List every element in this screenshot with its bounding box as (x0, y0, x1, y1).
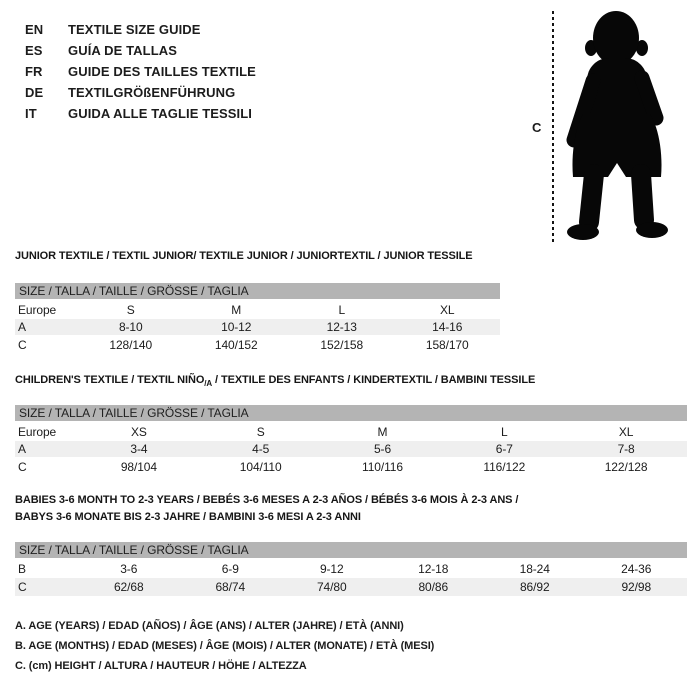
table-cell: 152/158 (320, 337, 364, 352)
row-label: A (18, 320, 26, 334)
table-cell: 68/74 (215, 580, 246, 594)
language-row (25, 61, 256, 82)
table-cell: M (377, 425, 388, 439)
table-cell: 12-18 (418, 562, 449, 576)
babies-section-title-line1: BABIES 3-6 MONTH TO 2-3 YEARS / BEBÉS 3-6 MESES A 2-3 AÑOS / BÉBÉS 3-6 MOIS À 2-3 ANS / (15, 494, 519, 506)
language-row (25, 19, 256, 40)
title-subscript: /A (204, 379, 213, 389)
table-cell: 4-5 (252, 442, 270, 456)
language-code: DE (25, 85, 44, 100)
language-title-list (25, 19, 256, 124)
table-cell: 7-8 (617, 442, 635, 456)
table-row-age (15, 319, 500, 335)
table-cell: 74/80 (316, 580, 347, 594)
measure-c-label: C (532, 120, 542, 135)
table-row-age (15, 441, 687, 457)
row-label: B (18, 562, 26, 576)
language-label: TEXTILE SIZE GUIDE (68, 22, 201, 37)
row-label: A (18, 442, 26, 456)
height-measure-dotted-line (552, 11, 554, 243)
table-row-height (15, 578, 687, 596)
table-cell: 24-36 (621, 562, 652, 576)
language-row (25, 103, 256, 124)
table-cell: 92/98 (621, 580, 652, 594)
row-label: C (18, 580, 27, 594)
size-header-band: SIZE / TALLA / TAILLE / GRÖSSE / TAGLIA (15, 542, 687, 558)
table-cell: 104/110 (239, 459, 282, 474)
table-cell: 110/116 (362, 459, 403, 474)
table-cell: L (501, 425, 508, 439)
junior-size-table (15, 283, 500, 354)
row-label: C (18, 337, 27, 352)
row-label: Europe (18, 425, 57, 439)
table-cell: 140/152 (214, 337, 258, 352)
table-cell: S (256, 425, 265, 439)
size-header-band: SIZE / TALLA / TAILLE / GRÖSSE / TAGLIA (15, 405, 687, 421)
table-cell: 18-24 (519, 562, 550, 576)
table-cell: 122/128 (604, 459, 648, 474)
babies-size-table (15, 542, 687, 596)
language-label: GUIDA ALLE TAGLIE TESSILI (68, 106, 253, 121)
language-label: TEXTILGRÖßENFÜHRUNG (68, 85, 236, 100)
row-label: Europe (18, 303, 57, 317)
language-code: ES (25, 43, 43, 58)
table-cell: S (126, 303, 135, 317)
babies-section-title-line2: BABYS 3-6 MONATE BIS 2-3 JAHRE / BAMBINI 3-6 MESI A 2-3 ANNI (15, 511, 361, 523)
row-label: C (18, 459, 27, 474)
table-cell: 9-12 (319, 562, 344, 576)
language-code: IT (25, 106, 37, 121)
table-row-height (15, 457, 687, 476)
table-cell: XL (440, 303, 455, 317)
language-code: EN (25, 22, 44, 37)
baby-silhouette-icon (557, 6, 681, 246)
table-cell: 6-9 (221, 562, 239, 576)
language-row (25, 82, 256, 103)
table-cell: 5-6 (373, 442, 392, 456)
junior-section-title: JUNIOR TEXTILE / TEXTIL JUNIOR/ TEXTILE JUNIOR / JUNIORTEXTIL / JUNIOR TESSILE (15, 250, 473, 262)
table-cell: 116/122 (483, 459, 526, 474)
size-header-band: SIZE / TALLA / TAILLE / GRÖSSE / TAGLIA (15, 283, 500, 299)
table-cell: 86/92 (519, 580, 550, 594)
language-label: GUÍA DE TALLAS (68, 43, 178, 58)
footnote-c: C. (cm) HEIGHT / ALTURA / HAUTEUR / HÖHE / ALTEZZA (15, 660, 307, 672)
childrens-section-title (15, 374, 535, 388)
footnote-b: B. AGE (MONTHS) / EDAD (MESES) / ÂGE (MOIS) / ALTER (MONATE) / ETÀ (MESI) (15, 640, 435, 652)
table-row-months (15, 560, 687, 578)
table-cell: XL (618, 425, 634, 439)
table-cell: 14-16 (432, 320, 463, 334)
table-cell: 158/170 (425, 337, 469, 352)
table-cell: XS (130, 425, 147, 439)
table-cell: 6-7 (495, 442, 513, 456)
title-part: / TEXTILE DES ENFANTS / KINDERTEXTIL / BAMBINI TESSILE (212, 374, 536, 386)
title-part: CHILDREN'S TEXTILE / TEXTIL NIÑO (15, 374, 205, 386)
language-code: FR (25, 64, 43, 79)
table-cell: 62/68 (113, 580, 144, 594)
table-cell: L (338, 303, 346, 317)
table-cell: M (231, 303, 242, 317)
footnote-a: A. AGE (YEARS) / EDAD (AÑOS) / ÂGE (ANS) / ALTER (JAHRE) / ETÀ (ANNI) (15, 620, 404, 632)
table-cell: 3-4 (130, 442, 148, 456)
table-cell: 12-13 (326, 320, 357, 334)
table-cell: 80/86 (418, 580, 449, 594)
table-cell: 8-10 (118, 320, 143, 334)
language-row (25, 40, 256, 61)
table-cell: 10-12 (221, 320, 252, 334)
table-row-europe (15, 423, 687, 441)
childrens-size-table (15, 405, 687, 476)
table-cell: 98/104 (120, 459, 157, 474)
footnote-legend (15, 620, 434, 680)
table-cell: 3-6 (120, 562, 138, 576)
language-label: GUIDE DES TAILLES TEXTILE (68, 64, 256, 79)
table-row-europe (15, 301, 500, 319)
table-row-height (15, 335, 500, 354)
table-cell: 128/140 (109, 337, 153, 352)
